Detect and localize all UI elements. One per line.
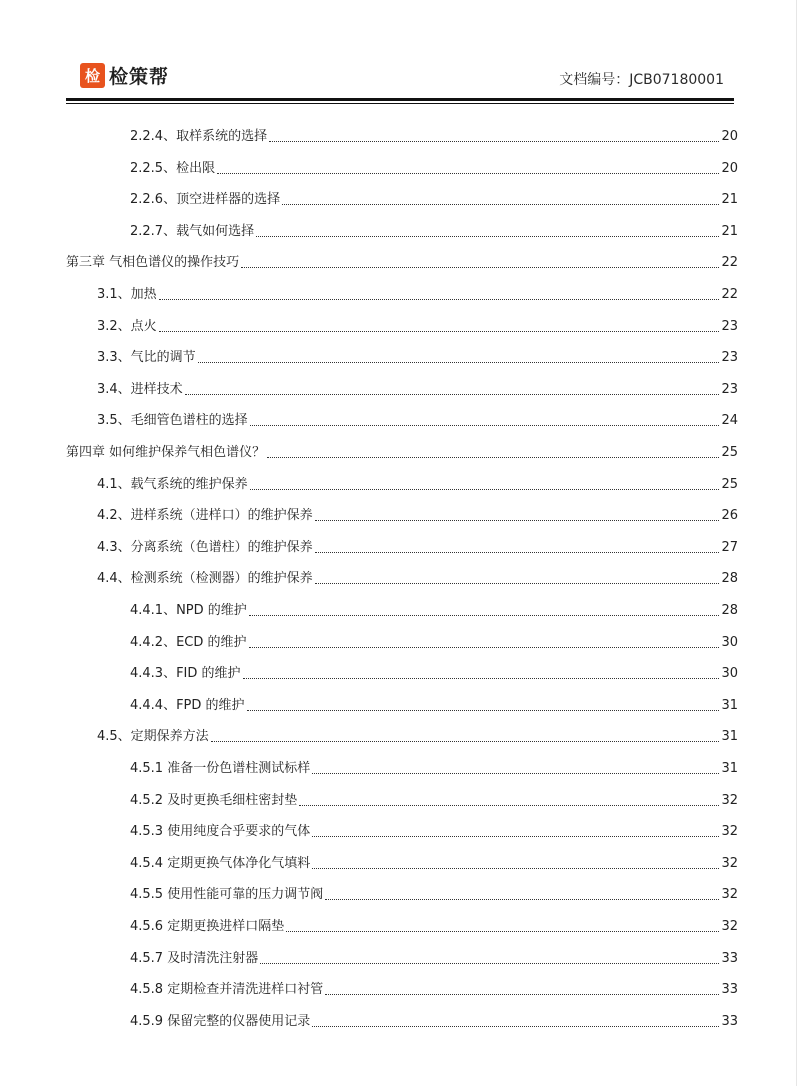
toc-entry-page-number: 28 [721,571,738,587]
toc-entry-page-number: 25 [721,476,738,492]
toc-entry[interactable] [130,125,738,145]
toc-entry-label: 2.2.6、顶空进样器的选择 [130,192,281,208]
toc-entry-label: 4.5.4 定期更换气体净化气填料 [130,855,311,871]
toc-dot-leader [269,141,719,142]
toc-entry-page-number: 33 [721,982,738,998]
toc-entry[interactable] [130,157,738,177]
toc-entry-page-number: 20 [721,160,738,176]
toc-entry-label: 4.2、进样系统（进样口）的维护保养 [97,508,313,524]
toc-dot-leader [249,615,720,616]
header-rule-thick [66,98,734,101]
toc-dot-leader [256,236,719,237]
toc-entry-label: 4.5.6 定期更换进样口隔垫 [130,919,285,934]
toc-entry-label: 2.2.5、检出限 [130,160,216,176]
toc-dot-leader [312,1026,719,1027]
toc-entry-label: 3.3、气比的调节 [97,350,196,366]
toc-entry[interactable] [130,220,738,240]
toc-entry-label: 4.3、分离系统（色谱柱）的维护保养 [97,539,313,555]
toc-dot-leader [312,868,719,869]
toc-dot-leader [211,741,720,742]
toc-entry[interactable] [130,789,738,809]
toc-dot-leader [159,299,720,300]
toc-dot-leader [250,489,720,490]
toc-entry-page-number: 22 [721,287,738,302]
toc-entry-label: 4.5、定期保养方法 [97,729,209,745]
toc-entry-page-number: 23 [721,350,738,366]
toc-entry[interactable] [97,504,738,524]
toc-entry[interactable] [130,631,738,651]
toc-entry-label: 4.1、载气系统的维护保养 [97,476,248,492]
toc-dot-leader [315,552,720,553]
logo-text: 检策帮 [109,66,170,88]
toc-dot-leader [185,394,720,395]
toc-entry-label: 4.5.2 及时更换毛细柱密封垫 [130,792,298,808]
toc-entry-label: 4.5.9 保留完整的仪器使用记录 [130,1013,311,1029]
brand-logo [80,62,169,89]
toc-entry[interactable] [130,599,738,619]
toc-dot-leader [299,805,719,806]
toc-entry-page-number: 31 [721,761,738,776]
toc-entry-page-number: 30 [721,634,738,650]
toc-entry-page-number: 32 [721,919,738,934]
toc-entry[interactable] [97,283,738,303]
toc-dot-leader [243,678,720,679]
toc-dot-leader [282,204,719,205]
toc-entry[interactable] [97,473,738,493]
toc-dot-leader [312,836,719,837]
toc-dot-leader [217,173,719,174]
toc-entry-page-number: 24 [721,413,738,429]
logo-mark-icon: 检 [80,63,105,88]
toc-entry-label: 4.5.8 定期检查并清洗进样口衬管 [130,982,324,998]
toc-entry[interactable] [130,757,738,777]
toc-entry-label: 4.5.7 及时清洗注射器 [130,950,259,966]
toc-entry[interactable] [130,1010,738,1030]
toc-entry-label: 3.5、毛细管色谱柱的选择 [97,413,248,429]
toc-entry[interactable] [130,852,738,872]
toc-entry-page-number: 22 [721,255,738,271]
toc-dot-leader [325,899,719,900]
toc-entry-label: 4.4、检测系统（检测器）的维护保养 [97,571,313,587]
toc-entry-label: 3.4、进样技术 [97,381,183,397]
toc-entry[interactable] [130,883,738,903]
toc-entry[interactable] [130,947,738,967]
document-number: 文档编号：JCB07180001 [559,72,724,88]
toc-entry-page-number: 26 [721,508,738,524]
toc-entry-page-number: 21 [721,223,738,239]
toc-entry-page-number: 33 [721,950,738,966]
toc-entry-page-number: 27 [721,539,738,555]
toc-entry[interactable] [66,441,738,461]
toc-entry-page-number: 23 [721,318,738,334]
toc-entry-label: 第四章 如何维护保养气相色谱仪？ [66,445,266,460]
toc-dot-leader [267,457,719,458]
toc-dot-leader [315,583,720,584]
toc-entry[interactable] [97,315,738,335]
header-rule-thin [66,103,734,104]
toc-entry-label: 4.4.2、ECD 的维护 [130,634,247,650]
toc-entry[interactable] [97,567,738,587]
toc-entry-page-number: 31 [721,697,738,713]
toc-dot-leader [241,267,719,268]
toc-entry-page-number: 33 [721,1013,738,1029]
toc-entry[interactable] [97,346,738,366]
toc-entry[interactable] [130,694,738,714]
toc-entry[interactable] [66,251,738,271]
toc-entry-label: 4.5.1 准备一份色谱柱测试标样 [130,761,311,776]
toc-entry[interactable] [130,188,738,208]
toc-entry-page-number: 30 [721,666,738,682]
toc-entry-label: 3.2、点火 [97,318,157,334]
toc-entry-page-number: 32 [721,824,738,840]
toc-dot-leader [159,331,720,332]
toc-dot-leader [250,425,720,426]
toc-entry-label: 4.5.3 使用纯度合乎要求的气体 [130,824,311,840]
toc-dot-leader [198,362,720,363]
toc-dot-leader [325,994,719,995]
toc-entry[interactable] [97,378,738,398]
toc-entry-label: 4.4.3、FID 的维护 [130,666,241,682]
toc-entry[interactable] [130,662,738,682]
toc-entry-page-number: 31 [721,729,738,745]
toc-entry-page-number: 25 [721,445,738,460]
toc-entry-page-number: 28 [721,603,738,618]
toc-entry-label: 3.1、加热 [97,287,157,302]
toc-entry[interactable] [97,725,738,745]
toc-entry[interactable] [130,820,738,840]
toc-dot-leader [312,773,719,774]
toc-entry[interactable] [97,409,738,429]
toc-entry-label: 4.4.1、NPD 的维护 [130,603,247,618]
toc-entry-page-number: 21 [721,192,738,208]
page-header [80,62,734,92]
toc-dot-leader [247,710,720,711]
toc-entry[interactable] [130,978,738,998]
toc-entry[interactable] [130,915,738,935]
toc-entry-page-number: 32 [721,855,738,871]
toc-entry-label: 4.4.4、FPD 的维护 [130,697,245,713]
toc-entry-page-number: 20 [721,129,738,144]
toc-entry-page-number: 32 [721,792,738,808]
toc-entry[interactable] [97,536,738,556]
toc-entry-label: 2.2.7、载气如何选择 [130,223,255,239]
toc-entry-label: 4.5.5 使用性能可靠的压力调节阀 [130,887,324,903]
toc-entry-label: 2.2.4、取样系统的选择 [130,129,268,144]
toc-entry-page-number: 32 [721,887,738,903]
toc-entry-label: 第三章 气相色谱仪的操作技巧 [66,255,240,271]
toc-dot-leader [286,931,719,932]
toc-dot-leader [315,520,720,521]
toc-dot-leader [249,647,720,648]
toc-entry-page-number: 23 [721,381,738,397]
toc-dot-leader [260,963,719,964]
